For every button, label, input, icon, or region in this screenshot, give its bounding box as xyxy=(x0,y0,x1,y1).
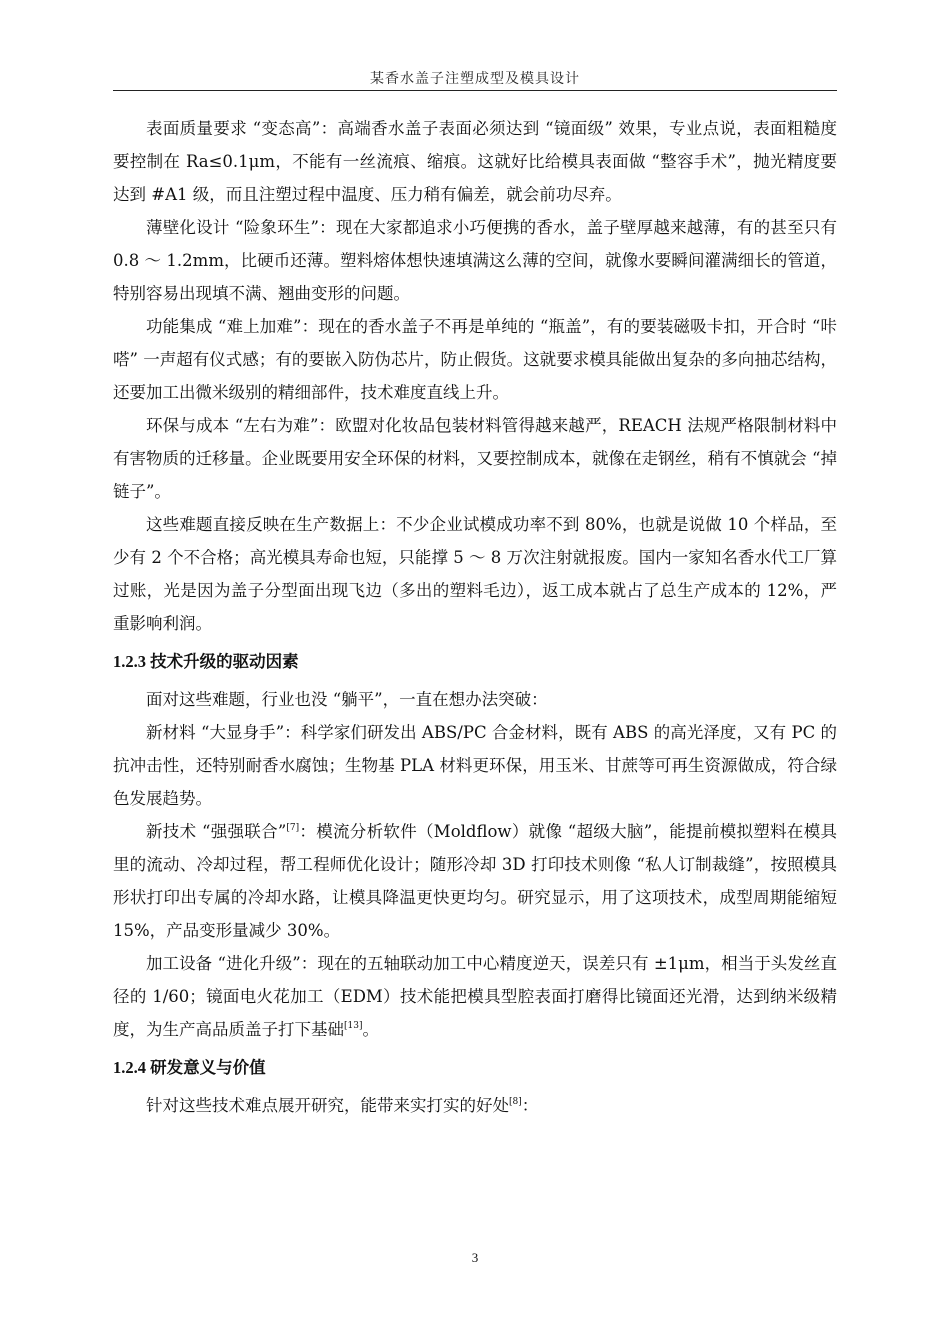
running-header-title: 某香水盖子注塑成型及模具设计 xyxy=(370,71,580,87)
paragraph-processing-equipment xyxy=(113,947,837,1046)
paragraph-text: 。 xyxy=(362,1020,379,1039)
section-heading-1-2-3: 1.2.3 技术升级的驱动因素 xyxy=(113,652,299,671)
paragraph-text: 新技术 “强强联合” xyxy=(146,822,287,841)
body-content xyxy=(113,112,837,1122)
paragraph-production-data: 这些难题直接反映在生产数据上：不少企业试模成功率不到 80%，也就是说做 10 个样品，至少有 2 个不合格；高光模具寿命也短，只能撑 5 ～ 8 万次注射就报废。国内一家知名香水代工厂算过账，光是因为盖子分型面出现飞边（多出的塑料毛边），返工成本就占了总生产成本的 12%，严重影响利润。 xyxy=(113,515,837,633)
section-heading-1-2-4: 1.2.4 研发意义与价值 xyxy=(113,1058,266,1077)
paragraph-function-integration: 功能集成 “难上加难”：现在的香水盖子不再是单纯的 “瓶盖”，有的要装磁吸卡扣，开合时 “咔嗒” 一声超有仪式感；有的要嵌入防伪芯片，防止假货。这就要求模具能做出复杂的多向抽芯结构，还要加工出微米级别的精细部件，技术难度直线上升。 xyxy=(113,317,837,402)
citation-ref[interactable]: [7] xyxy=(286,823,300,833)
paragraph-thin-wall: 薄壁化设计 “险象环生”：现在大家都追求小巧便携的香水，盖子壁厚越来越薄，有的甚至只有 0.8 ～ 1.2mm，比硬币还薄。塑料熔体想快速填满这么薄的空间，就像水要瞬间灌满细长的管道，特别容易出现填不满、翘曲变形的问题。 xyxy=(113,218,837,303)
paragraph-new-technology xyxy=(113,815,837,947)
paragraph-text: 针对这些技术难点展开研究，能带来实打实的好处 xyxy=(146,1096,509,1115)
page-number: 3 xyxy=(471,1250,479,1265)
paragraph-text: 加工设备 “进化升级”：现在的五轴联动加工中心精度逆天，误差只有 ±1μm，相当于头发丝直径的 1/60；镜面电火花加工（EDM）技术能把模具型腔表面打磨得比镜面还光滑，达到纳米级精度，为生产高品质盖子打下基础 xyxy=(113,954,837,1039)
paragraph-research-significance xyxy=(113,1089,837,1122)
citation-ref[interactable]: [13] xyxy=(344,1021,363,1031)
citation-ref[interactable]: [8] xyxy=(509,1097,522,1107)
paragraph-new-materials: 新材料 “大显身手”：科学家们研发出 ABS/PC 合金材料，既有 ABS 的高光泽度，又有 PC 的抗冲击性，还特别耐香水腐蚀；生物基 PLA 材料更环保，用玉米、甘蔗等可再生资源做成，符合绿色发展趋势。 xyxy=(113,723,837,808)
paragraph-surface-quality: 表面质量要求 “变态高”：高端香水盖子表面必须达到 “镜面级” 效果，专业点说，表面粗糙度要控制在 Ra≤0.1μm，不能有一丝流痕、缩痕。这就好比给模具表面做 “整容手术”，抛光精度要达到 #A1 级，而且注塑过程中温度、压力稍有偏差，就会前功尽弃。 xyxy=(113,119,837,204)
paragraph-industry-response: 面对这些难题，行业也没 “躺平”，一直在想办法突破： xyxy=(146,690,548,709)
paragraph-text: ：模流分析软件（Moldflow）就像 “超级大脑”，能提前模拟塑料在模具里的流动、冷却过程，帮工程师优化设计；随形冷却 3D 打印技术则像 “私人订制裁缝”，按照模具形状打印出专属的冷却水路，让模具降温更快更均匀。研究显示，用了这项技术，成型周期能缩短 15%，产品变形量减少 30%。 xyxy=(113,822,837,940)
paragraph-text: ： xyxy=(521,1096,539,1115)
paragraph-environment-cost: 环保与成本 “左右为难”：欧盟对化妆品包装材料管得越来越严，REACH 法规严格限制材料中有害物质的迁移量。企业既要用安全环保的材料，又要控制成本，就像在走钢丝，稍有不慎就会 “掉链子”。 xyxy=(113,416,837,501)
header-divider xyxy=(113,90,837,91)
